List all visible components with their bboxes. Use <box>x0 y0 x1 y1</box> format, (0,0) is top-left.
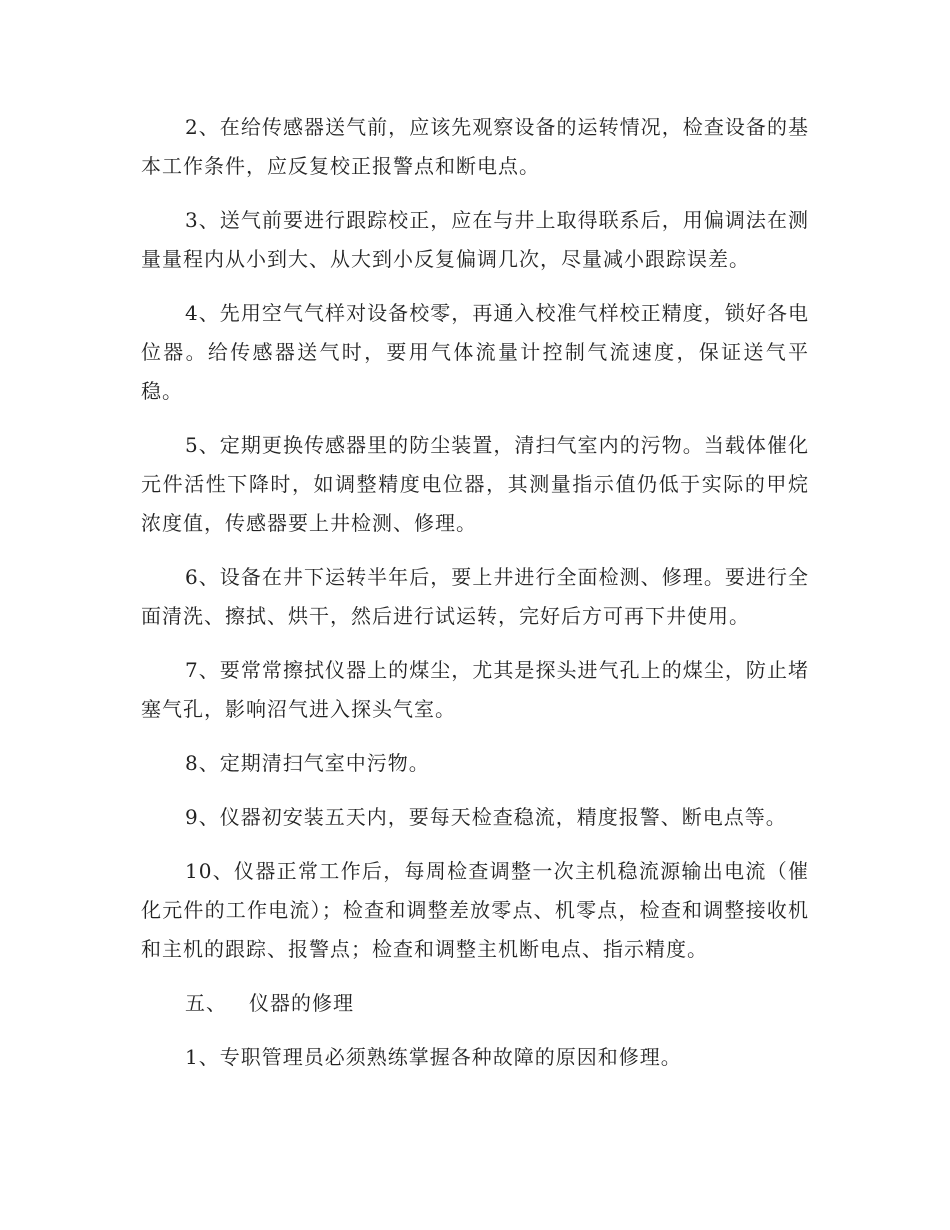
paragraph-item-7: 7、要常常擦拭仪器上的煤尘，尤其是探头进气孔上的煤尘，防止堵塞气孔，影响沼气进入探头气室。 <box>141 658 809 721</box>
section-title: 仪器的修理 <box>249 991 354 1015</box>
paragraph-item-4: 4、先用空气气样对设备校零，再通入校准气样校正精度，锁好各电位器。给传感器送气时，要用气体流量计控制气流速度，保证送气平稳。 <box>141 301 809 403</box>
paragraph-item-section5-1: 1、专职管理员必须熟练掌握各种故障的原因和修理。 <box>185 1045 682 1069</box>
section-heading <box>141 984 809 1023</box>
paragraph-item-3: 3、送气前要进行跟踪校正，应在与井上取得联系后，用偏调法在测量量程内从小到大、从大到小反复偏调几次，尽量减小跟踪误差。 <box>141 208 809 271</box>
paragraph-item-2: 2、在给传感器送气前，应该先观察设备的运转情况，检查设备的基本工作条件，应反复校正报警点和断电点。 <box>141 115 809 178</box>
paragraph-item-8: 8、定期清扫气室中污物。 <box>185 751 430 775</box>
document-body <box>141 108 809 1092</box>
paragraph-item-5: 5、定期更换传感器里的防尘装置，清扫气室内的污物。当载体催化元件活性下降时，如调整精度电位器，其测量指示值仍低于实际的甲烷浓度值，传感器要上井检测、修理。 <box>141 433 809 535</box>
paragraph-item-9: 9、仪器初安装五天内，要每天检查稳流，精度报警、断电点等。 <box>185 805 787 829</box>
section-number: 五、 <box>185 991 227 1015</box>
paragraph-item-10: 10、仪器正常工作后，每周检查调整一次主机稳流源输出电流（催化元件的工作电流）；检查和调整差放零点、机零点，检查和调整接收机和主机的跟踪、报警点；检查和调整主机断电点、指示精度。 <box>141 859 809 961</box>
paragraph-item-6: 6、设备在井下运转半年后，要上井进行全面检测、修理。要进行全面清洗、擦拭、烘干，然后进行试运转，完好后方可再下井使用。 <box>141 565 809 628</box>
